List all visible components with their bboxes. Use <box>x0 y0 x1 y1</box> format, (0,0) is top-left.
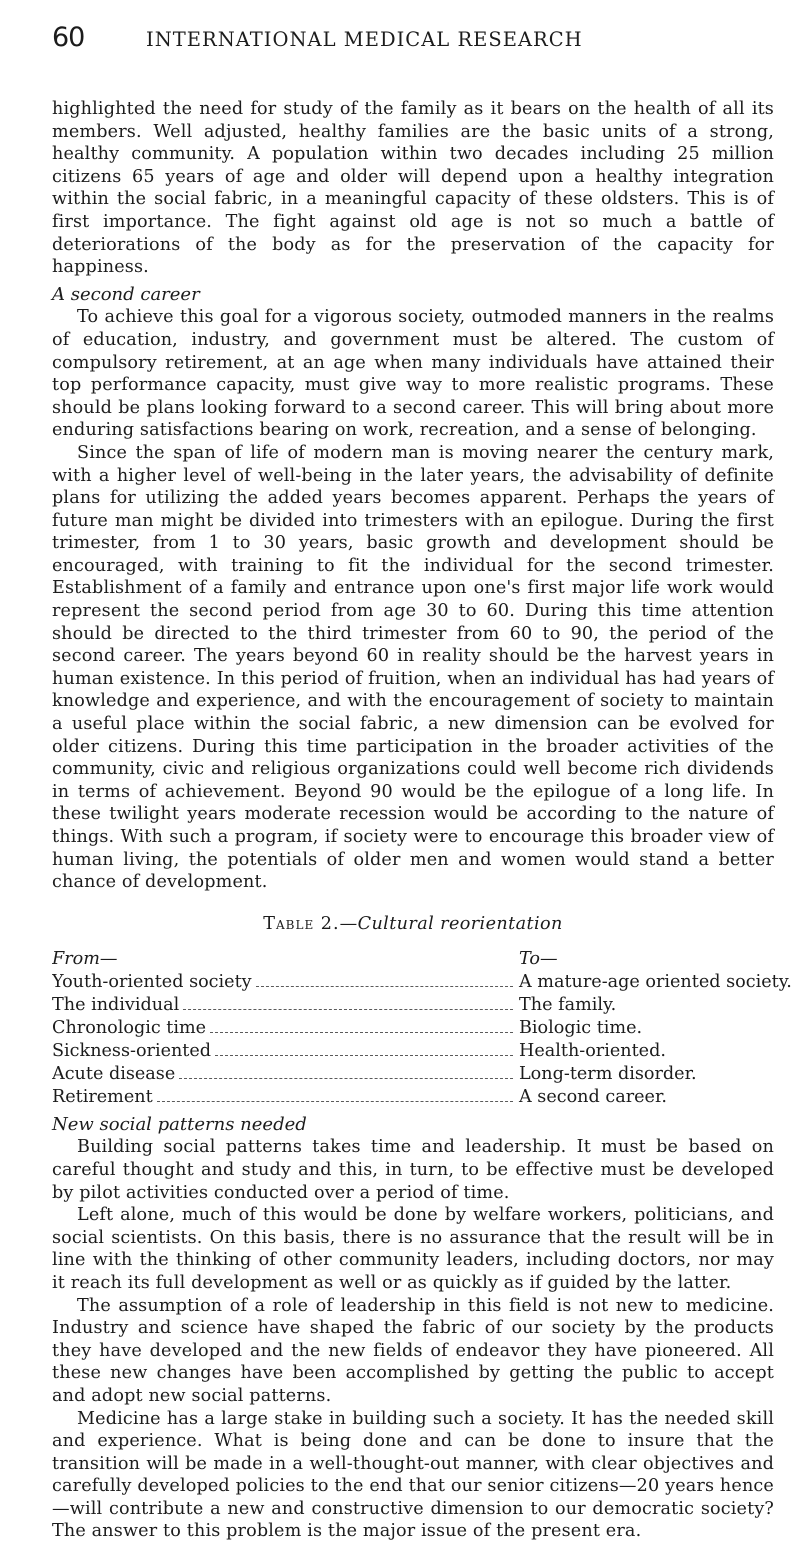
dotted-leader <box>256 986 513 987</box>
dotted-leader <box>215 1055 513 1056</box>
running-head <box>52 22 774 62</box>
table-cell-to: The family. <box>519 994 774 1017</box>
from-column-header: From— <box>52 948 118 971</box>
body-paragraph: Left alone, much of this would be done by welfare workers, politicians, and social scientists. On this basis, there is no assurance that the result will be in line with the thinking of other community leaders, including doctors, nor may it reach its full development as well or as quickly as if guided by the latter. <box>52 1204 774 1294</box>
table-cell-from: Sickness-oriented <box>52 1040 211 1063</box>
table-caption <box>52 914 774 934</box>
table-row <box>52 1063 774 1086</box>
dotted-leader <box>210 1032 513 1033</box>
table-cell-to: A mature-age oriented society. <box>519 971 774 994</box>
table-row <box>52 1086 774 1109</box>
table-header-row <box>52 948 774 971</box>
cultural-reorientation-table <box>52 948 774 1109</box>
table-cell-to: Biologic time. <box>519 1017 774 1040</box>
dotted-leader <box>157 1101 513 1102</box>
caption-dash: — <box>340 914 358 934</box>
journal-title: INTERNATIONAL MEDICAL RESEARCH <box>146 28 583 51</box>
body-paragraph: highlighted the need for study of the family as it bears on the health of all its members. Well adjusted, healthy families are the basic units of a strong, healthy community. A population within two decades including 25 million citizens 65 years of age and older will depend upon a healthy integration within the social fabric, in a meaningful capacity of these oldsters. This is of first importance. The fight against old age is not so much a battle of deteriorations of the body as for the preservation of the capacity for happiness. <box>52 98 774 279</box>
to-column-header: To— <box>519 948 774 971</box>
page-number: 60 <box>52 22 146 53</box>
table-row <box>52 971 774 994</box>
table-cell-to: Long-term disorder. <box>519 1063 774 1086</box>
table-row <box>52 1040 774 1063</box>
table-title: Cultural reorientation <box>358 914 563 934</box>
body-paragraph: Since the span of life of modern man is moving nearer the century mark, with a higher level of well-being in the later years, the advisability of definite plans for utilizing the added years becomes apparent. Perhaps the years of future man might be divided into trimesters with an epilogue. During the first trimester, from 1 to 30 years, basic growth and development should be encouraged, with training to fit the individual for the second trimester. Establishment of a family and entrance upon one's first major life work would represent the second period from age 30 to 60. During this time attention should be directed to the third trimester from 60 to 90, the period of the second career. The years beyond 60 in reality should be the harvest years in human existence. In this period of fruition, when an individual has had years of knowledge and experience, and with the encouragement of society to maintain a useful place within the social fabric, a new dimension can be evolved for older citizens. During this time participation in the broader activities of the community, civic and religious organizations could well become rich dividends in terms of achievement. Beyond 90 would be the epilogue of a long life. In these twilight years moderate recession would be according to the nature of things. With such a program, if society were to encourage this broader view of human living, the potentials of older men and women would stand a better chance of development. <box>52 442 774 894</box>
body-paragraph: Building social patterns takes time and leadership. It must be based on careful thought and study and this, in turn, to be effective must be developed by pilot activities conducted over a period of time. <box>52 1136 774 1204</box>
dotted-leader <box>179 1078 513 1079</box>
table-cell-from: Retirement <box>52 1086 153 1109</box>
table-row <box>52 994 774 1017</box>
dotted-leader <box>183 1009 513 1010</box>
table-cell-from: Youth-oriented society <box>52 971 252 994</box>
table-cell-from: The individual <box>52 994 179 1017</box>
table-cell-to: A second career. <box>519 1086 774 1109</box>
body-paragraph: Medicine has a large stake in building such a society. It has the needed skill and experience. What is being done and can be done to insure that the transition will be made in a well-thought-out manner, with clear objectives and carefully developed policies to the end that our senior citizens—20 years hence—will contribute a new and constructive dimension to our democratic society? The answer to this problem is the major issue of the present era. <box>52 1408 774 1543</box>
table-cell-from: Chronologic time <box>52 1017 206 1040</box>
section-heading-new-patterns: New social patterns needed <box>52 1114 774 1137</box>
table-cell-to: Health-oriented. <box>519 1040 774 1063</box>
table-label: Table 2. <box>263 914 339 934</box>
table-cell-from: Acute disease <box>52 1063 175 1086</box>
body-paragraph: To achieve this goal for a vigorous society, outmoded manners in the realms of education, industry, and government must be altered. The custom of compulsory retirement, at an age when many individuals have attained their top performance capacity, must give way to more realistic programs. These should be plans looking forward to a second career. This will bring about more enduring satisfactions bearing on work, recreation, and a sense of belonging. <box>52 306 774 442</box>
section-heading-second-career: A second career <box>52 284 774 307</box>
body-paragraph: The assumption of a role of leadership in this field is not new to medicine. Industry and science have shaped the fabric of our society by the products they have developed and the new fields of endeavor they have pioneered. All these new changes have been accomplished by getting the public to accept and adopt new social patterns. <box>52 1295 774 1408</box>
table-row <box>52 1017 774 1040</box>
